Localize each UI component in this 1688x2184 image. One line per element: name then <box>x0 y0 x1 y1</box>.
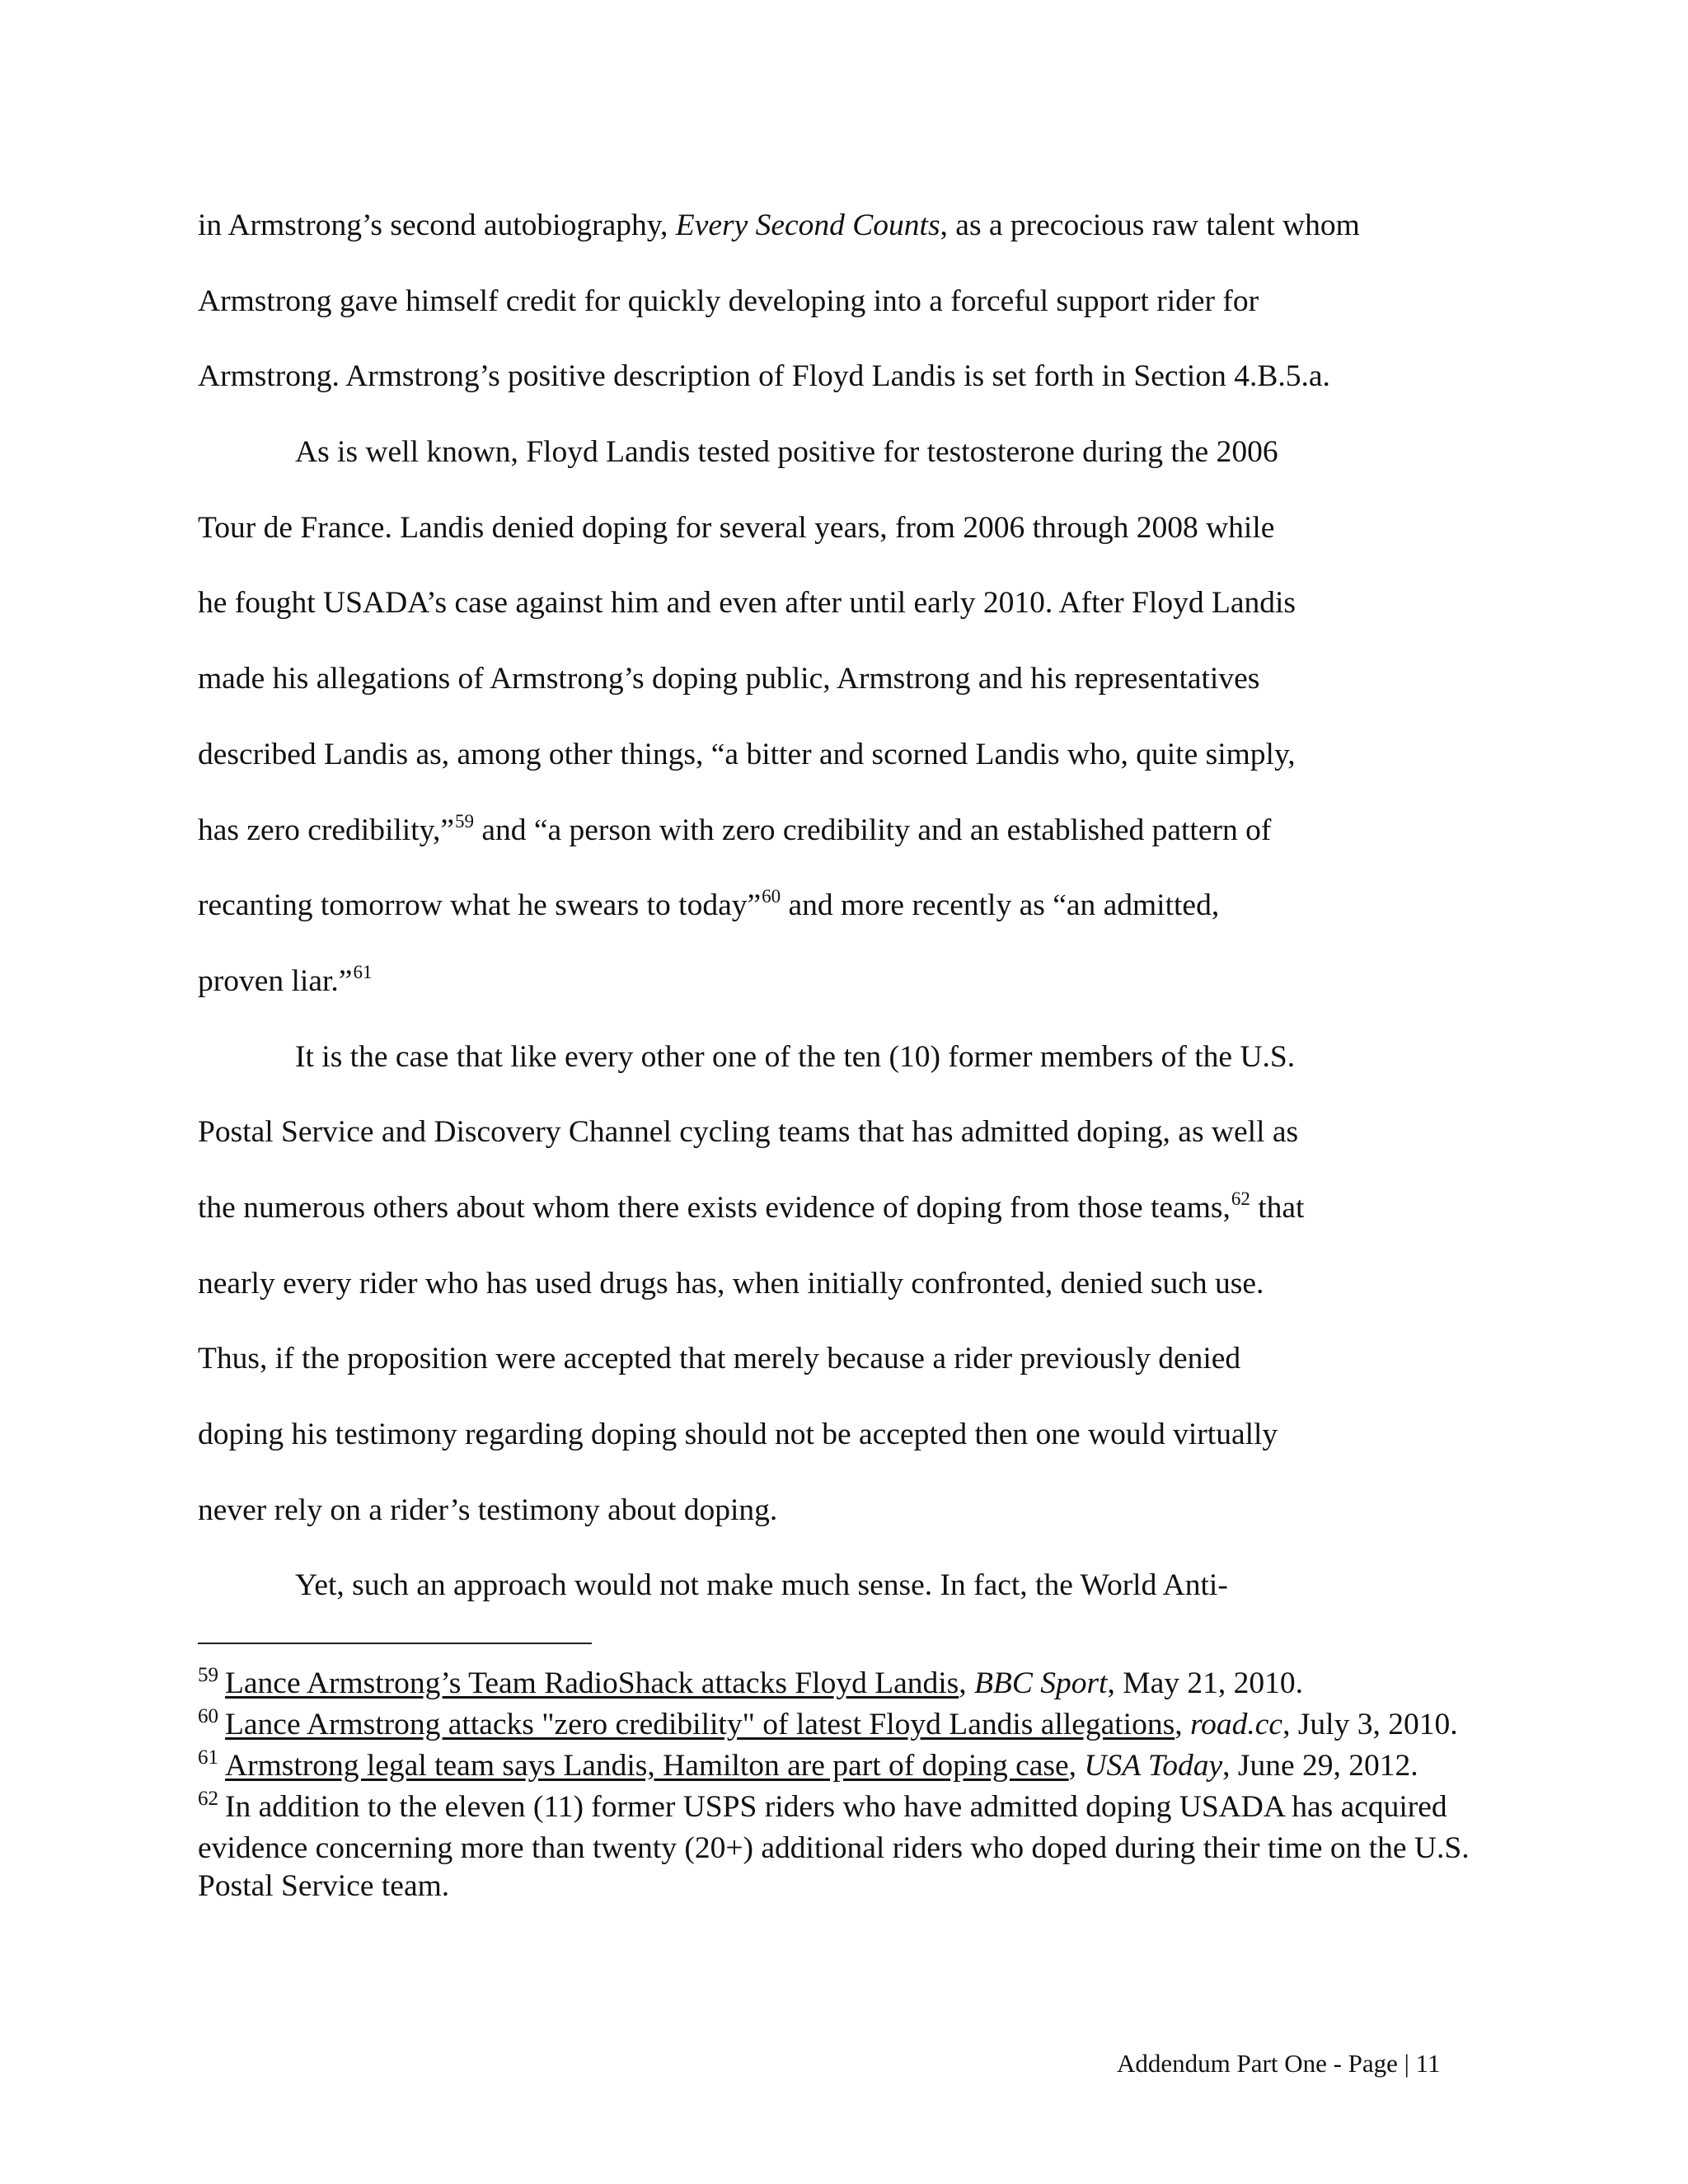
footnote-number: 59 <box>198 1664 218 1686</box>
footnote-number: 61 <box>198 1746 218 1769</box>
body-line: he fought USADA’s case against him and even after until early 2010. After Floyd Landis <box>198 586 1296 621</box>
footnote-ref[interactable]: 62 <box>1231 1188 1250 1209</box>
footnotes <box>198 1665 1484 1905</box>
footnote-link[interactable]: Armstrong legal team says Landis, Hamilton are part of doping case <box>225 1749 1069 1783</box>
body-line: Armstrong. Armstrong’s positive description of Floyd Landis is set forth in Section 4.B.5.a. <box>198 359 1330 394</box>
body-line: doping his testimony regarding doping should not be accepted then one would virtually <box>198 1418 1278 1451</box>
footnote-60: $^{60}$ Lance Armstrong attacks "zero credibility" of latest Floyd Landis allegations, road.cc, July 3, 2010. <box>198 1705 1458 1741</box>
body-line: described Landis as, among other things, “a bitter and scorned Landis who, quite simply, <box>198 737 1296 771</box>
paragraph-start: It is the case that like every other one of the ten (10) former members of the U.S. <box>295 1039 1296 1074</box>
body-line: has zero credibility,”$^{59}$ and “a person with zero credibility and an established pattern of <box>198 810 1272 847</box>
body-line: Armstrong gave himself credit for quickly developing into a forceful support rider for <box>198 284 1259 318</box>
footnote-ref[interactable]: 60 <box>762 886 781 907</box>
footnote-source: USA Today <box>1084 1749 1223 1783</box>
footnote-ref[interactable]: 59 <box>454 810 474 832</box>
body-line: Thus, if the proposition were accepted that merely because a rider previously denied <box>198 1342 1241 1376</box>
footnote-ref[interactable]: 61 <box>353 961 373 982</box>
body-line: made his allegations of Armstrong’s doping public, Armstrong and his representatives <box>198 662 1260 696</box>
footnote-text: In addition to the eleven (11) former USPS riders who have admitted doping USADA has acquired evidence concerning more than twenty (20+) additional riders who doped during their time on the U.S. Postal Service team. <box>198 1790 1470 1903</box>
page-footer: Addendum Part One - Page | 11 <box>1117 2049 1441 2078</box>
book-title: Every Second Counts <box>675 209 940 242</box>
footnote-61: $^{61}$ Armstrong legal team says Landis, Hamilton are part of doping case, USA Today, June 29, 2012. <box>198 1746 1418 1783</box>
footnote-62 <box>198 1788 1484 1905</box>
body-line: never rely on a rider’s testimony about doping. <box>198 1493 778 1527</box>
footnote-number: 62 <box>198 1788 218 1810</box>
footnote-number: 60 <box>198 1705 218 1727</box>
body-line: in Armstrong’s second autobiography, Every Second Counts, as a precocious raw talent whom <box>198 209 1360 242</box>
body-text <box>198 188 1484 1624</box>
footnote-source: road.cc <box>1189 1708 1283 1741</box>
footnote-link[interactable]: Lance Armstrong attacks "zero credibility" of latest Floyd Landis allegations <box>225 1708 1175 1741</box>
body-line: the numerous others about whom there exists evidence of doping from those teams,$^{62}$ that <box>198 1188 1305 1225</box>
footnote-59: $^{59}$ Lance Armstrong’s Team RadioShack attacks Floyd Landis, BBC Sport, May 21, 2010. <box>198 1664 1303 1700</box>
footnote-link[interactable]: Lance Armstrong’s Team RadioShack attacks Floyd Landis <box>225 1666 959 1700</box>
body-line: proven liar.”$^{61}$ <box>198 961 373 998</box>
body-line: nearly every rider who has used drugs has, when initially confronted, denied such use. <box>198 1266 1264 1301</box>
paragraph-start: As is well known, Floyd Landis tested positive for testosterone during the 2006 <box>295 435 1278 470</box>
body-line: recanting tomorrow what he swears to today”$^{60}$ and more recently as “an admitted, <box>198 886 1220 923</box>
footnote-source: BBC Sport <box>974 1666 1108 1700</box>
body-line: Postal Service and Discovery Channel cycling teams that has admitted doping, as well as <box>198 1115 1299 1150</box>
paragraph-start: Yet, such an approach would not make much sense. In fact, the World Anti- <box>295 1568 1228 1603</box>
body-line: Tour de France. Landis denied doping for several years, from 2006 through 2008 while <box>198 510 1275 545</box>
footnote-separator <box>198 1643 592 1644</box>
